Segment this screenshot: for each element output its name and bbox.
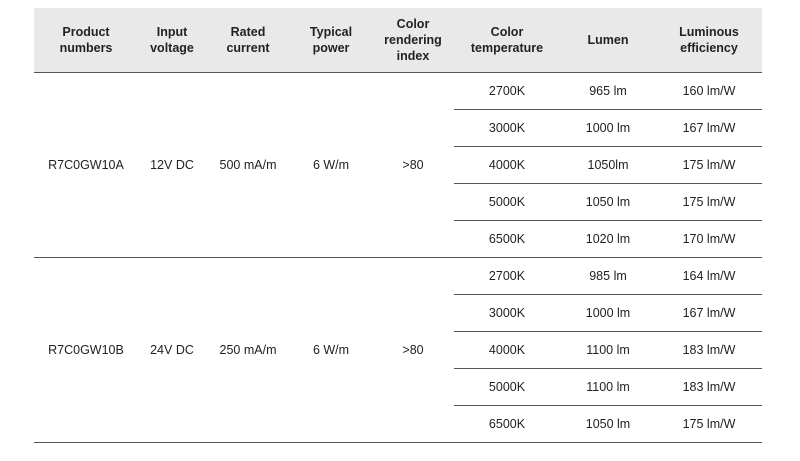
color-temperature-cell: 3000K (454, 295, 560, 332)
lumen-cell: 1050 lm (560, 184, 656, 221)
header-color-rendering-index: Color rendering index (372, 8, 454, 73)
color-temperature-cell: 5000K (454, 184, 560, 221)
input-voltage-cell: 24V DC (138, 258, 206, 443)
header-row (34, 8, 762, 73)
efficiency-cell: 160 lm/W (656, 73, 762, 110)
header-color-temperature: Color temperature (454, 8, 560, 73)
efficiency-cell: 167 lm/W (656, 295, 762, 332)
header-input-voltage: Input voltage (138, 8, 206, 73)
header-typical-power: Typical power (290, 8, 372, 73)
efficiency-cell: 183 lm/W (656, 332, 762, 369)
input-voltage-cell: 12V DC (138, 73, 206, 258)
table-row (34, 258, 762, 295)
color-temperature-cell: 6500K (454, 406, 560, 443)
header-lumen: Lumen (560, 8, 656, 73)
spec-table (34, 8, 762, 443)
lumen-cell: 1050 lm (560, 406, 656, 443)
lumen-cell: 1000 lm (560, 110, 656, 147)
color-temperature-cell: 4000K (454, 332, 560, 369)
efficiency-cell: 167 lm/W (656, 110, 762, 147)
efficiency-cell: 175 lm/W (656, 184, 762, 221)
efficiency-cell: 164 lm/W (656, 258, 762, 295)
lumen-cell: 1100 lm (560, 369, 656, 406)
color-temperature-cell: 6500K (454, 221, 560, 258)
lumen-cell: 1100 lm (560, 332, 656, 369)
color-temperature-cell: 3000K (454, 110, 560, 147)
lumen-cell: 985 lm (560, 258, 656, 295)
typical-power-cell: 6 W/m (290, 73, 372, 258)
product-number-cell: R7C0GW10B (34, 258, 138, 443)
lumen-cell: 1000 lm (560, 295, 656, 332)
lumen-cell: 965 lm (560, 73, 656, 110)
cri-cell: >80 (372, 73, 454, 258)
lumen-cell: 1020 lm (560, 221, 656, 258)
header-product-numbers: Product numbers (34, 8, 138, 73)
lumen-cell: 1050lm (560, 147, 656, 184)
header-rated-current: Rated current (206, 8, 290, 73)
color-temperature-cell: 2700K (454, 73, 560, 110)
typical-power-cell: 6 W/m (290, 258, 372, 443)
rated-current-cell: 250 mA/m (206, 258, 290, 443)
color-temperature-cell: 2700K (454, 258, 560, 295)
color-temperature-cell: 5000K (454, 369, 560, 406)
efficiency-cell: 183 lm/W (656, 369, 762, 406)
efficiency-cell: 175 lm/W (656, 147, 762, 184)
table-row (34, 73, 762, 110)
cri-cell: >80 (372, 258, 454, 443)
efficiency-cell: 175 lm/W (656, 406, 762, 443)
efficiency-cell: 170 lm/W (656, 221, 762, 258)
header-luminous-efficiency: Luminous efficiency (656, 8, 762, 73)
color-temperature-cell: 4000K (454, 147, 560, 184)
rated-current-cell: 500 mA/m (206, 73, 290, 258)
product-number-cell: R7C0GW10A (34, 73, 138, 258)
